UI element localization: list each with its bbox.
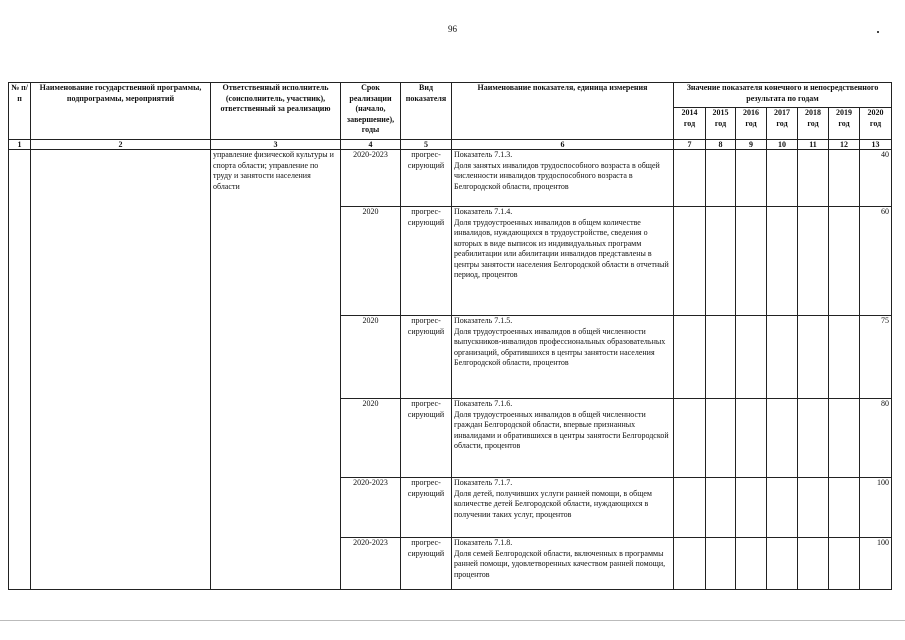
column-number: 7 [674,140,706,150]
cell-term: 2020 [341,399,401,478]
cell-type: прогрес-сирующий [401,316,452,399]
cell-type: прогрес-сирующий [401,150,452,207]
header-values-group: Значение показателя конечного и непосредственного результата по годам [674,83,892,108]
cell-value [736,478,767,538]
cell-term: 2020-2023 [341,150,401,207]
cell-type: прогрес-сирующий [401,478,452,538]
header-year: 2017 год [767,108,798,140]
indicator-code: Показатель 7.1.5. [454,316,513,325]
header-type: Вид показателя [401,83,452,140]
indicator-code: Показатель 7.1.7. [454,478,513,487]
page-number: 96 [448,24,457,34]
cell-value [829,538,860,590]
column-number: 4 [341,140,401,150]
cell-value [674,207,706,316]
indicator-text: Доля семей Белгородской области, включенных в программы ранней помощи, удовлетворенных качеством ранней помощи, процентов [454,548,666,579]
column-number: 6 [452,140,674,150]
cell-value [706,478,736,538]
cell-value [767,538,798,590]
cell-value [829,399,860,478]
cell-value [798,538,829,590]
cell-value [706,150,736,207]
cell-term: 2020-2023 [341,478,401,538]
indicator-table [8,82,892,590]
cell-value [674,478,706,538]
header-num: № п/п [9,83,31,140]
header-year: 2020 год [860,108,892,140]
cell-value [829,316,860,399]
column-number: 3 [211,140,341,150]
cell-indicator [452,316,674,399]
column-number: 10 [767,140,798,150]
cell-value [829,150,860,207]
cell-type: прогрес-сирующий [401,207,452,316]
cell-value-2020: 40 [860,150,892,207]
indicator-text: Доля трудоустроенных инвалидов в общей численности выпускников-инвалидов профессиональных образовательных организаций, обратившихся в центры занятости населения Белгородской области, процентов [454,326,666,367]
scan-speck [877,31,879,33]
header-indicator: Наименование показателя, единица измерения [452,83,674,140]
cell-value [706,207,736,316]
indicator-code: Показатель 7.1.8. [454,538,513,547]
cell-value [829,478,860,538]
cell-type: прогрес-сирующий [401,399,452,478]
cell-value [736,207,767,316]
column-number: 5 [401,140,452,150]
indicator-text: Доля детей, получивших услуги ранней помощи, в общем количестве детей Белгородской области, нуждающихся в получении таких услуг, процентов [454,488,652,519]
header-name: Наименование государственной программы, подпрограммы, мероприятий [31,83,211,140]
scan-edge-line [0,620,905,621]
cell-value [736,150,767,207]
cell-term: 2020 [341,207,401,316]
cell-value [798,316,829,399]
cell-indicator [452,399,674,478]
column-number-row [9,140,892,150]
cell-value-2020: 100 [860,538,892,590]
cell-value-2020: 100 [860,478,892,538]
cell-indicator [452,478,674,538]
column-number: 12 [829,140,860,150]
cell-value [674,316,706,399]
cell-value [736,399,767,478]
cell-value [798,150,829,207]
cell-value [706,538,736,590]
cell-value [798,399,829,478]
indicator-code: Показатель 7.1.3. [454,150,513,159]
column-number: 13 [860,140,892,150]
cell-value [767,316,798,399]
cell-value [798,207,829,316]
cell-value [767,478,798,538]
header-year: 2019 год [829,108,860,140]
header-year: 2014 год [674,108,706,140]
header-year: 2016 год [736,108,767,140]
cell-value [674,399,706,478]
cell-value [706,316,736,399]
table-row [9,150,892,207]
indicator-text: Доля трудоустроенных инвалидов в общем количестве инвалидов, нуждающихся в трудоустройстве, сведения о которых в виде выписок из индивидуальных программ реабилитации или абилитации инвалидов представлены в центры занятости населения Белгородской области в отчетный период, процентов [454,217,669,279]
header-executor: Ответственный исполнитель (соисполнитель, участник), ответственный за реализацию [211,83,341,140]
indicator-code: Показатель 7.1.6. [454,399,513,408]
cell-indicator [452,150,674,207]
cell-value [767,207,798,316]
column-number: 11 [798,140,829,150]
cell-value [706,399,736,478]
cell-value [767,399,798,478]
cell-value-2020: 60 [860,207,892,316]
cell-value [736,538,767,590]
cell-term: 2020 [341,316,401,399]
cell-value [798,478,829,538]
header-term: Срок реализации (начало, завершение), годы [341,83,401,140]
cell-value [736,316,767,399]
column-number: 8 [706,140,736,150]
cell-type: прогрес-сирующий [401,538,452,590]
cell-num [9,150,31,590]
cell-indicator [452,538,674,590]
column-number: 9 [736,140,767,150]
cell-value [674,538,706,590]
cell-value [674,150,706,207]
header-row-1 [9,83,892,108]
cell-value [829,207,860,316]
cell-value [767,150,798,207]
header-year: 2015 год [706,108,736,140]
indicator-text: Доля трудоустроенных инвалидов в общей численности граждан Белгородской области, впервые признанных инвалидами и обратившихся в центры занятости Белгородской области, процентов [454,409,669,450]
cell-value-2020: 75 [860,316,892,399]
indicator-code: Показатель 7.1.4. [454,207,513,216]
header-year: 2018 год [798,108,829,140]
cell-term: 2020-2023 [341,538,401,590]
cell-name [31,150,211,590]
column-number: 2 [31,140,211,150]
cell-indicator [452,207,674,316]
cell-executor: управление физической культуры и спорта области; управление по труду и занятости населения области [211,150,341,590]
column-number: 1 [9,140,31,150]
indicator-text: Доля занятых инвалидов трудоспособного возраста в общей численности инвалидов трудоспособного возраста в Белгородской области, процентов [454,160,660,191]
cell-value-2020: 80 [860,399,892,478]
